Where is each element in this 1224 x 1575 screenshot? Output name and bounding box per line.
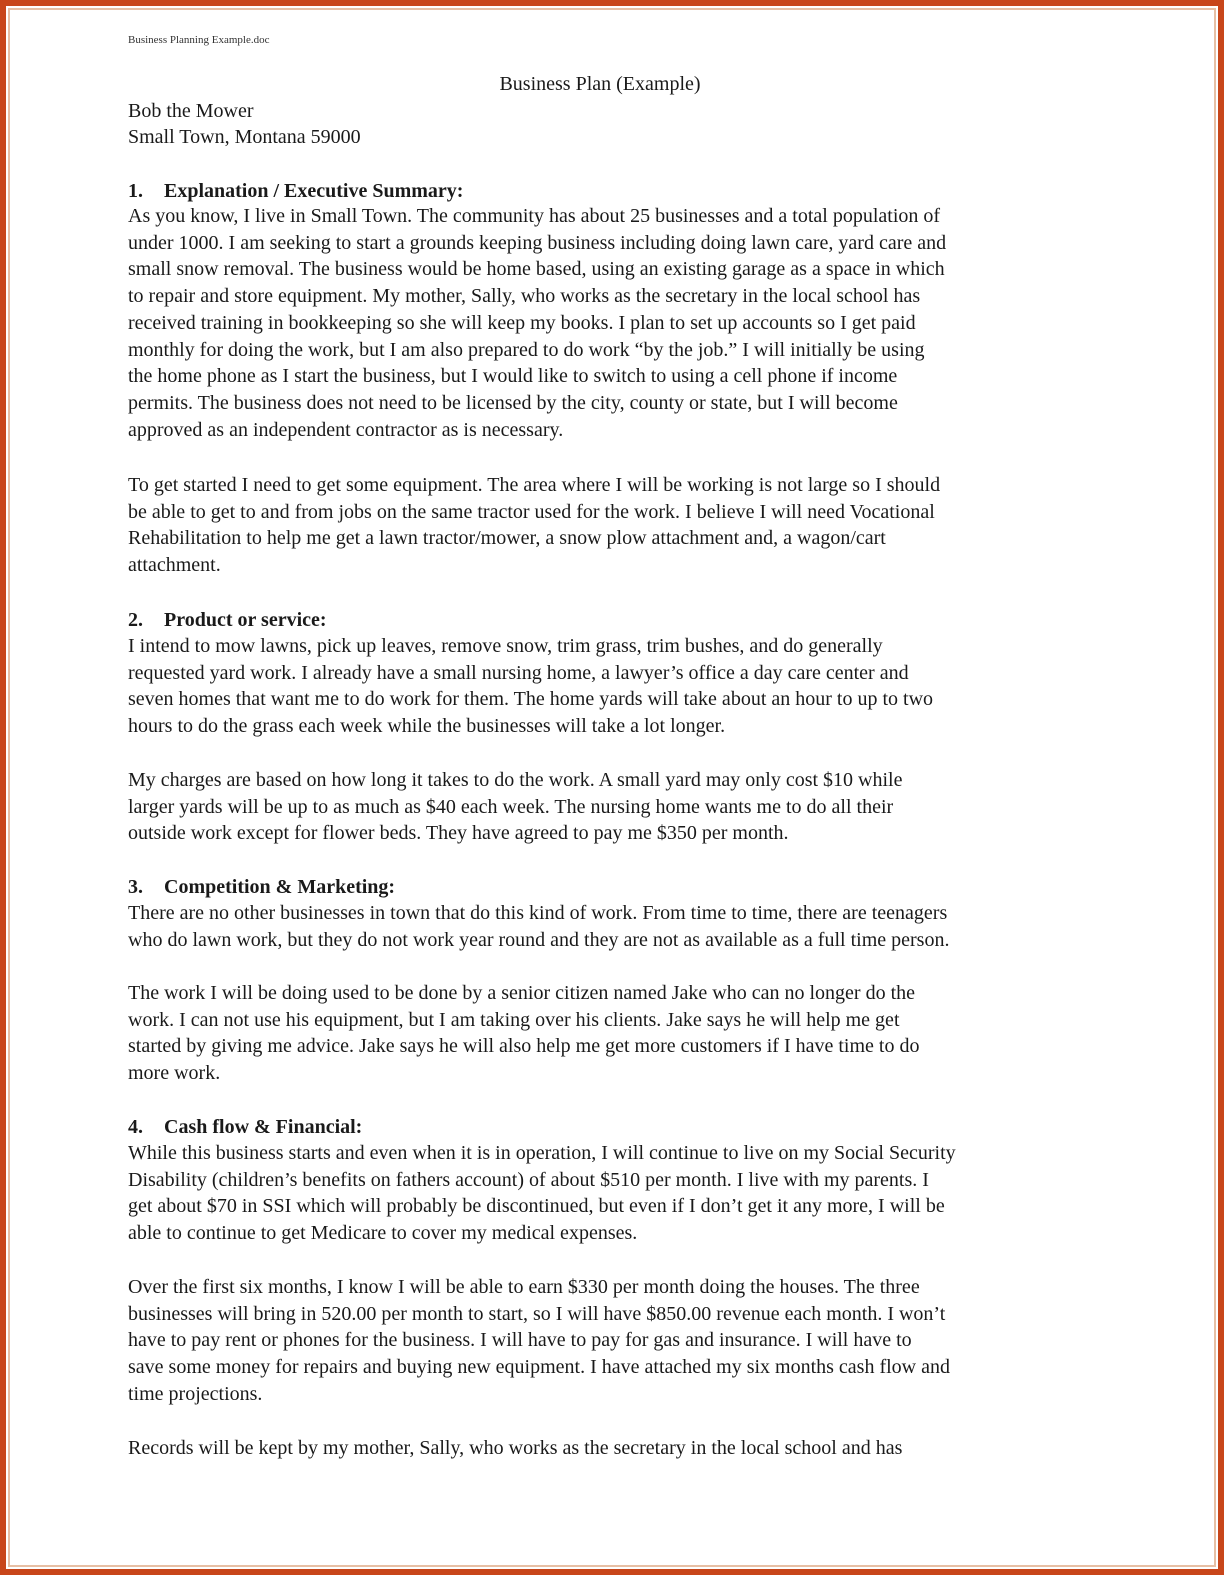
document-title: Business Plan (Example) — [499, 73, 701, 95]
location-line: Small Town, Montana 59000 — [128, 126, 361, 148]
section-heading-3 — [128, 874, 395, 900]
section-title: Explanation / Executive Summary: — [164, 180, 464, 202]
section-heading-4 — [128, 1114, 362, 1140]
author-line: Bob the Mower — [128, 100, 254, 122]
section-number: 2. — [128, 609, 143, 631]
paragraph: To get started I need to get some equipment. The area where I will be working is not large so I should be able to get to and from jobs on the same tractor used for the work. I believe I will need Vocational Rehabilitation to help me get a lawn tractor/mower, a snow plow attachment and, a wagon/cart attachment. — [128, 474, 941, 577]
paragraph: While this business starts and even when it is in operation, I will continue to live on my Social Security Disability (children’s benefits on fathers account) of about $510 per month. I live with my parents. I get about $70 in SSI which will probably be discontinued, but even if I don’t get it any more, I will be able to continue to get Medicare to cover my medical expenses. — [128, 1142, 956, 1245]
section-heading-1 — [128, 178, 463, 204]
paragraph: The work I will be doing used to be done by a senior citizen named Jake who can no longer do the work. I can not use his equipment, but I am taking over his clients. Jake says he will help me get started by giving me advice. Jake says he will also help me get more customers if I have time to do more work. — [128, 982, 920, 1085]
paragraph: Records will be kept by my mother, Sally, who works as the secretary in the local school and has — [128, 1437, 903, 1459]
section-number: 3. — [128, 876, 143, 898]
paragraph: My charges are based on how long it takes to do the work. A small yard may only cost $10 while larger yards will be up to as much as $40 each week. The nursing home wants me to do all their outside work except for flower beds. They have agreed to pay me $350 per month. — [128, 769, 903, 845]
paragraph: As you know, I live in Small Town. The community has about 25 businesses and a total population of under 1000. I am seeking to start a grounds keeping business including doing lawn care, yard care and small snow removal. The business would be home based, using an existing garage as a space in which to repair and store equipment. My mother, Sally, who works as the secretary in the local school has received training in bookkeeping so she will keep my books. I plan to set up accounts so I get paid monthly for doing the work, but I am also prepared to do work “by the job.” I will initially be using the home phone as I start the business, but I would like to switch to using a cell phone if income permits. The business does not need to be licensed by the city, county or state, but I will become approved as an independent contractor as is necessary. — [128, 205, 947, 441]
section-title: Cash flow & Financial: — [164, 1116, 363, 1138]
paragraph: There are no other businesses in town that do this kind of work. From time to time, there are teenagers who do lawn work, but they do not work year round and they are not as available as a full time person. — [128, 902, 950, 951]
section-heading-2 — [128, 607, 327, 633]
section-title: Product or service: — [164, 609, 327, 631]
section-number: 4. — [128, 1116, 143, 1138]
paragraph: Over the first six months, I know I will be able to earn $330 per month doing the houses. The three businesses will bring in 520.00 per month to start, so I will have $850.00 revenue each month. I won’t have to pay rent or phones for the business. I will have to pay for gas and insurance. I will have to save some money for repairs and buying new equipment. I have attached my six months cash flow and time projections. — [128, 1276, 951, 1405]
section-title: Competition & Marketing: — [164, 876, 396, 898]
section-number: 1. — [128, 180, 143, 202]
paragraph: I intend to mow lawns, pick up leaves, remove snow, trim grass, trim bushes, and do generally requested yard work. I already have a small nursing home, a lawyer’s office a day care center and seven homes that want me to do work for them. The home yards will take about an hour to up to two hours to do the grass each week while the businesses will take a lot longer. — [128, 635, 934, 738]
file-header: Business Planning Example.doc — [128, 34, 270, 46]
